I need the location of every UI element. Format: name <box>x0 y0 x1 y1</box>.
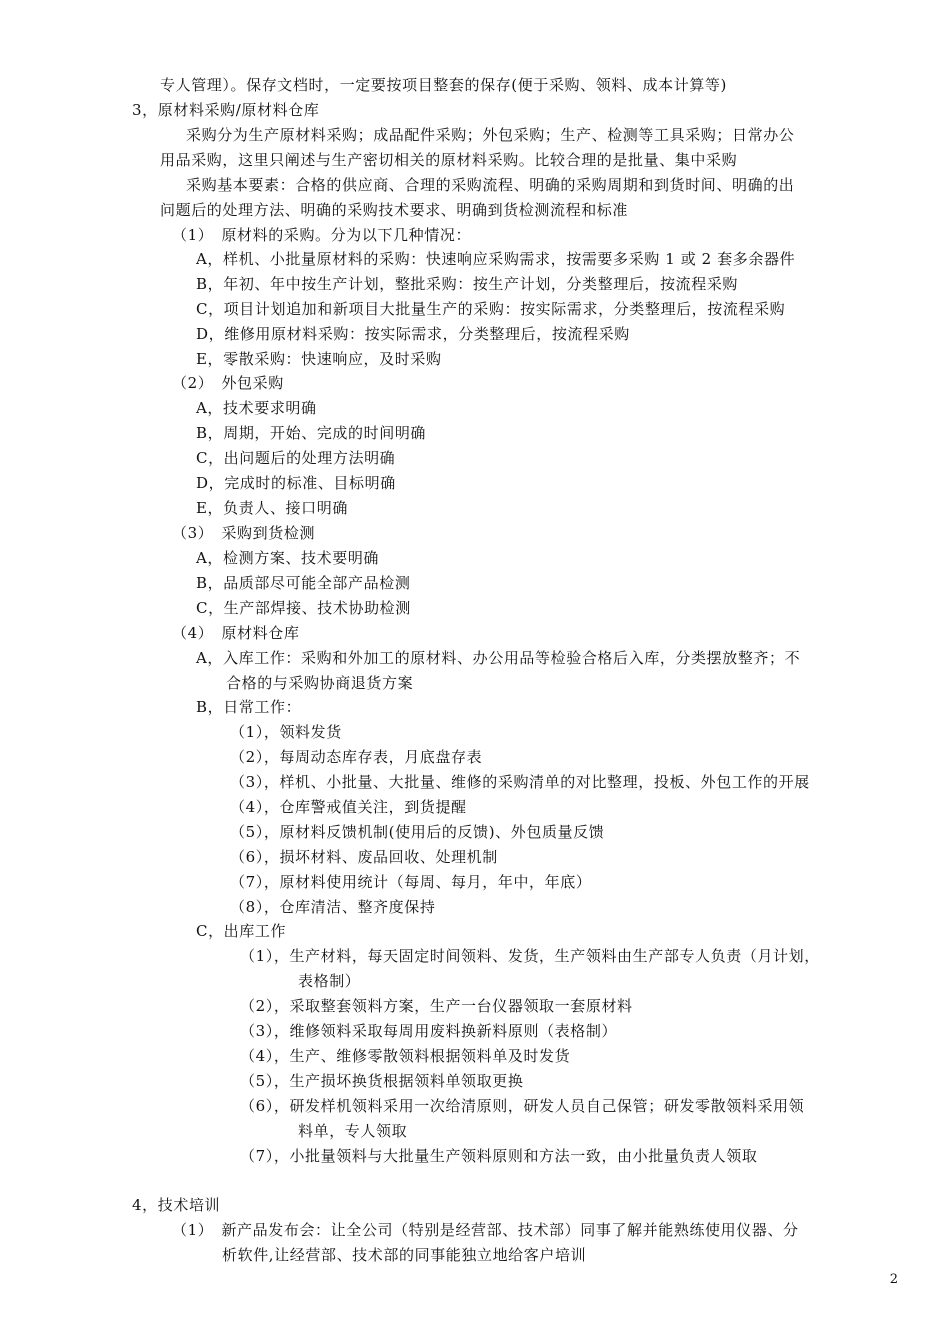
subsection-heading: （2） 外包采购 <box>172 374 284 392</box>
sub-list-item: （4），生产、维修零散领料根据领料单及时发货 <box>240 1047 571 1065</box>
sub-list-item: （3），维修领料采取每周用废料换新料原则（表格制） <box>240 1022 618 1040</box>
sub-list-item: （1），生产材料，每天固定时间领料、发货，生产领料由生产部专人负责（月计划， <box>240 947 820 965</box>
sub-list-item: （6），研发样机领料采用一次给清原则，研发人员自己保管；研发零散领料采用领 <box>240 1097 805 1115</box>
sub-list-item: （7），小批量领料与大批量生产领料原则和方法一致，由小批量负责人领取 <box>240 1147 758 1165</box>
text-line: 专人管理）。保存文档时，一定要按项目整套的保存(便于采购、领料、成本计算等) <box>160 76 728 94</box>
subsection-heading: （4） 原材料仓库 <box>172 624 300 642</box>
list-item-continuation: 合格的与采购协商退货方案 <box>226 674 414 692</box>
sub-list-item: （2），每周动态库存表，月底盘存表 <box>230 748 483 766</box>
list-item: C，出库工作 <box>196 922 287 940</box>
section-heading: 3，原材料采购/原材料仓库 <box>132 101 320 119</box>
list-item: B，品质部尽可能全部产品检测 <box>196 574 411 592</box>
paragraph-line: 用品采购，这里只阐述与生产密切相关的原材料采购。比较合理的是批量、集中采购 <box>160 151 738 169</box>
sub-list-item: （7），原材料使用统计（每周、每月，年中，年底） <box>230 873 592 891</box>
sub-list-item-continuation: 料单，专人领取 <box>298 1122 408 1140</box>
sub-list-item: （3），样机、小批量、大批量、维修的采购清单的对比整理，投板、外包工作的开展 <box>230 773 810 791</box>
sub-list-item: （1），领料发货 <box>230 723 342 741</box>
sub-list-item: （4），仓库警戒值关注，到货提醒 <box>230 798 467 816</box>
list-item: C，出问题后的处理方法明确 <box>196 449 396 467</box>
list-item: D，完成时的标准、目标明确 <box>196 474 396 492</box>
list-item: A，样机、小批量原材料的采购：快速响应采购需求，按需要多采购 1 或 2 套多余器件 <box>196 250 796 268</box>
subsection-item-continuation: 析软件,让经营部、技术部的同事能独立地给客户培训 <box>222 1246 587 1264</box>
list-item: E，负责人、接口明确 <box>196 499 348 517</box>
list-item: E，零散采购：快速响应，及时采购 <box>196 350 442 368</box>
list-item: C，项目计划追加和新项目大批量生产的采购：按实际需求，分类整理后，按流程采购 <box>196 300 786 318</box>
subsection-item: （1） 新产品发布会：让全公司（特别是经营部、技术部）同事了解并能熟练使用仪器、分 <box>172 1221 799 1239</box>
list-item: A，入库工作：采购和外加工的原材料、办公用品等检验合格后入库，分类摆放整齐；不 <box>196 649 801 667</box>
sub-list-item: （5），生产损坏换货根据领料单领取更换 <box>240 1072 524 1090</box>
list-item: B，周期，开始、完成的时间明确 <box>196 424 427 442</box>
list-item: B，日常工作： <box>196 698 302 716</box>
sub-list-item-continuation: 表格制） <box>298 972 361 990</box>
paragraph-line: 问题后的处理方法、明确的采购技术要求、明确到货检测流程和标准 <box>160 201 629 219</box>
list-item: B，年初、年中按生产计划，整批采购：按生产计划，分类整理后，按流程采购 <box>196 275 739 293</box>
sub-list-item: （8），仓库清洁、整齐度保持 <box>230 898 436 916</box>
sub-list-item: （2），采取整套领料方案，生产一台仪器领取一套原材料 <box>240 997 633 1015</box>
page-number: 2 <box>889 1272 898 1287</box>
sub-list-item: （5），原材料反馈机制(使用后的反馈)、外包质量反馈 <box>230 823 605 841</box>
section-heading: 4，技术培训 <box>132 1196 221 1214</box>
list-item: D，维修用原材料采购：按实际需求，分类整理后，按流程采购 <box>196 325 630 343</box>
subsection-heading: （3） 采购到货检测 <box>172 524 316 542</box>
subsection-heading: （1） 原材料的采购。分为以下几种情况： <box>172 226 472 244</box>
sub-list-item: （6），损坏材料、废品回收、处理机制 <box>230 848 498 866</box>
list-item: C，生产部焊接、技术协助检测 <box>196 599 411 617</box>
list-item: A，检测方案、技术要明确 <box>196 549 380 567</box>
paragraph-line: 采购分为生产原材料采购；成品配件采购；外包采购；生产、检测等工具采购；日常办公 <box>186 126 795 144</box>
list-item: A，技术要求明确 <box>196 399 317 417</box>
paragraph-line: 采购基本要素：合格的供应商、合理的采购流程、明确的采购周期和到货时间、明确的出 <box>186 176 795 194</box>
